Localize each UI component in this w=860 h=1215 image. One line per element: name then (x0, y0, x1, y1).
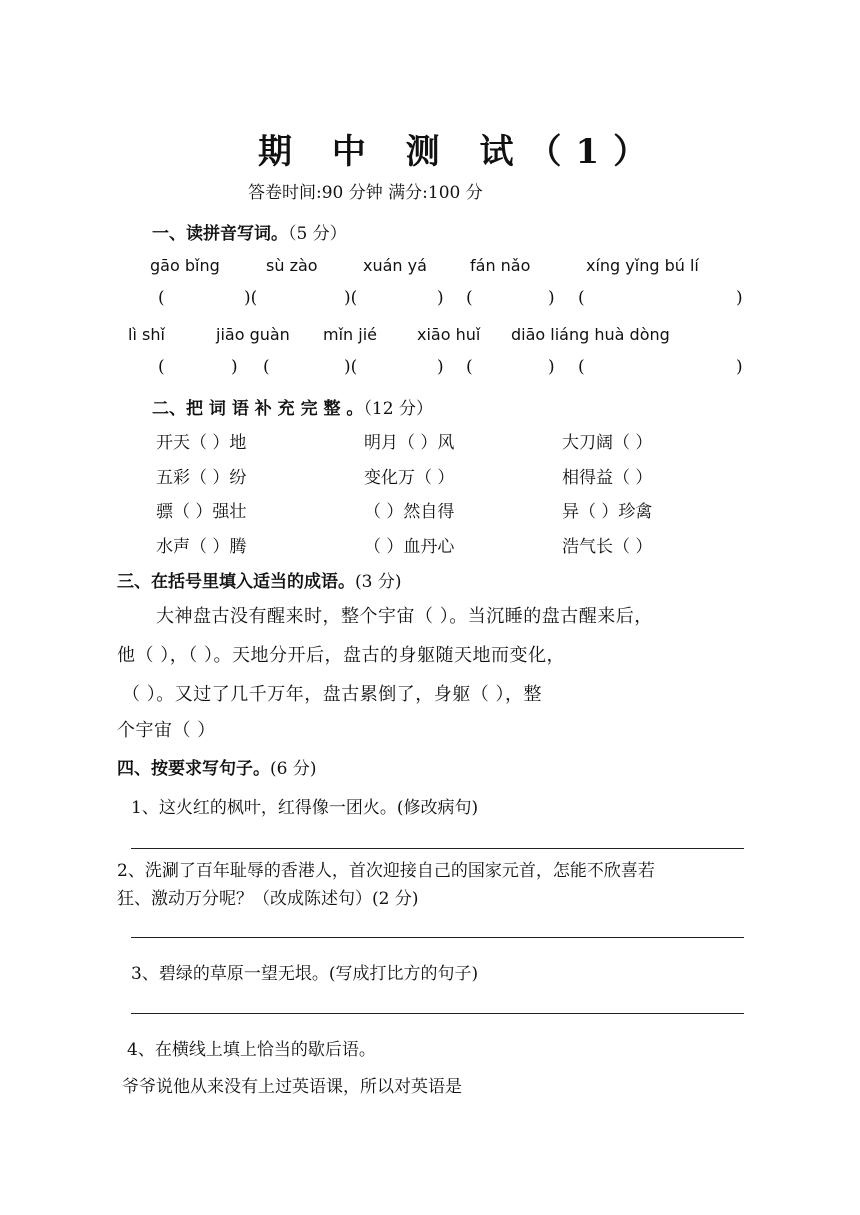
section-1-heading (152, 219, 347, 244)
pinyin-1: gāo bǐng (150, 256, 220, 275)
section-4-title: 四、按要求写句子。 (117, 759, 270, 779)
question-2-line-2: 狂、激动万分呢？（改成陈述句）(2 分) (117, 889, 419, 909)
answer-blank[interactable]: ( (263, 357, 270, 377)
pinyin-7: jiāo guàn (216, 325, 290, 344)
idiom-item[interactable]: 骠（ ）强壮 (156, 502, 247, 522)
section-2-points: （12 分） (363, 399, 433, 419)
idiom-item[interactable]: （ ）然自得 (364, 502, 455, 522)
answer-blank[interactable]: ( (158, 357, 165, 377)
answer-blank[interactable]: ( (578, 288, 585, 308)
answer-blank[interactable]: )( (244, 288, 258, 308)
idiom-item[interactable]: 异（ ）珍禽 (562, 502, 653, 522)
section-3-title: 三、在括号里填入适当的成语。 (117, 572, 355, 592)
pinyin-3: xuán yá (363, 256, 427, 275)
answer-blank[interactable]: ( (158, 288, 165, 308)
passage-line-3[interactable]: （ ）。又过了几千万年，盘古累倒了，身躯（ ），整 (122, 684, 542, 705)
passage-line-1[interactable]: 大神盘古没有醒来时，整个宇宙（ ）。当沉睡的盘古醒来后， (156, 606, 653, 627)
answer-blank[interactable]: ( (466, 357, 473, 377)
passage-line-4[interactable]: 个宇宙（ ） (117, 720, 216, 741)
pinyin-2: sù zào (266, 256, 318, 275)
passage-line-2[interactable]: 他（ ），（ ）。天地分开后，盘古的身躯随天地而变化， (117, 645, 565, 666)
answer-blank[interactable]: ) (548, 357, 555, 377)
section-3-points: (3 分) (355, 572, 402, 592)
answer-blank[interactable]: ) (736, 288, 743, 308)
question-1: 1、这火红的枫叶，红得像一团火。(修改病句) (131, 798, 479, 818)
idiom-item[interactable]: 水声（ ）腾 (156, 537, 247, 557)
answer-blank[interactable]: ( (578, 357, 585, 377)
idiom-item[interactable]: 浩气长（ ） (562, 537, 653, 557)
answer-blank[interactable]: ) (437, 288, 444, 308)
idiom-item[interactable]: 明月（ ）风 (364, 433, 455, 453)
idiom-item[interactable]: 开天（ ）地 (156, 433, 247, 453)
idiom-item[interactable]: 变化万（ ） (364, 468, 455, 488)
exam-info: 答卷时间:90 分钟 满分:100 分 (248, 183, 483, 203)
question-3: 3、碧绿的草原一望无垠。(写成打比方的句子) (131, 964, 479, 984)
answer-blank[interactable]: )( (344, 288, 358, 308)
answer-blank[interactable]: ( (466, 288, 473, 308)
pinyin-6: lì shǐ (128, 325, 165, 344)
answer-blank[interactable]: )( (344, 357, 358, 377)
answer-blank[interactable]: ) (736, 357, 743, 377)
section-1-points: （5 分） (288, 224, 347, 244)
pinyin-9: xiāo huǐ (417, 325, 481, 344)
section-3-heading (117, 567, 401, 592)
answer-blank[interactable]: ) (437, 357, 444, 377)
pinyin-10: diāo liáng huà dòng (511, 325, 670, 344)
page-title: 期 中 测 试（1） (258, 132, 662, 172)
question-4: 4、在横线上填上恰当的歇后语。 (127, 1040, 376, 1060)
idiom-item[interactable]: （ ）血丹心 (364, 537, 455, 557)
answer-blank[interactable]: ) (231, 357, 238, 377)
section-2-title: 二、把 词 语 补 充 完 整 。 (152, 399, 364, 419)
question-4-sentence[interactable]: 爷爷说他从来没有上过英语课，所以对英语是 (122, 1077, 462, 1097)
pinyin-4: fán nǎo (470, 256, 531, 275)
answer-line-3[interactable] (131, 1013, 744, 1014)
pinyin-8: mǐn jié (323, 325, 377, 344)
section-1-title: 一、读拼音写词。 (152, 224, 288, 244)
idiom-item[interactable]: 五彩（ ）纷 (156, 468, 247, 488)
section-4-points: (6 分) (270, 759, 317, 779)
answer-line-2[interactable] (131, 937, 744, 938)
idiom-item[interactable]: 相得益（ ） (562, 468, 653, 488)
idiom-item[interactable]: 大刀阔（ ） (562, 433, 653, 453)
section-2-heading (152, 394, 433, 419)
section-4-heading (117, 754, 316, 779)
answer-blank[interactable]: ) (548, 288, 555, 308)
answer-line-1[interactable] (131, 848, 744, 849)
question-2-line-1: 2、洗涮了百年耻辱的香港人，首次迎接自己的国家元首，怎能不欣喜若 (117, 861, 655, 881)
pinyin-5: xíng yǐng bú lí (586, 256, 699, 275)
